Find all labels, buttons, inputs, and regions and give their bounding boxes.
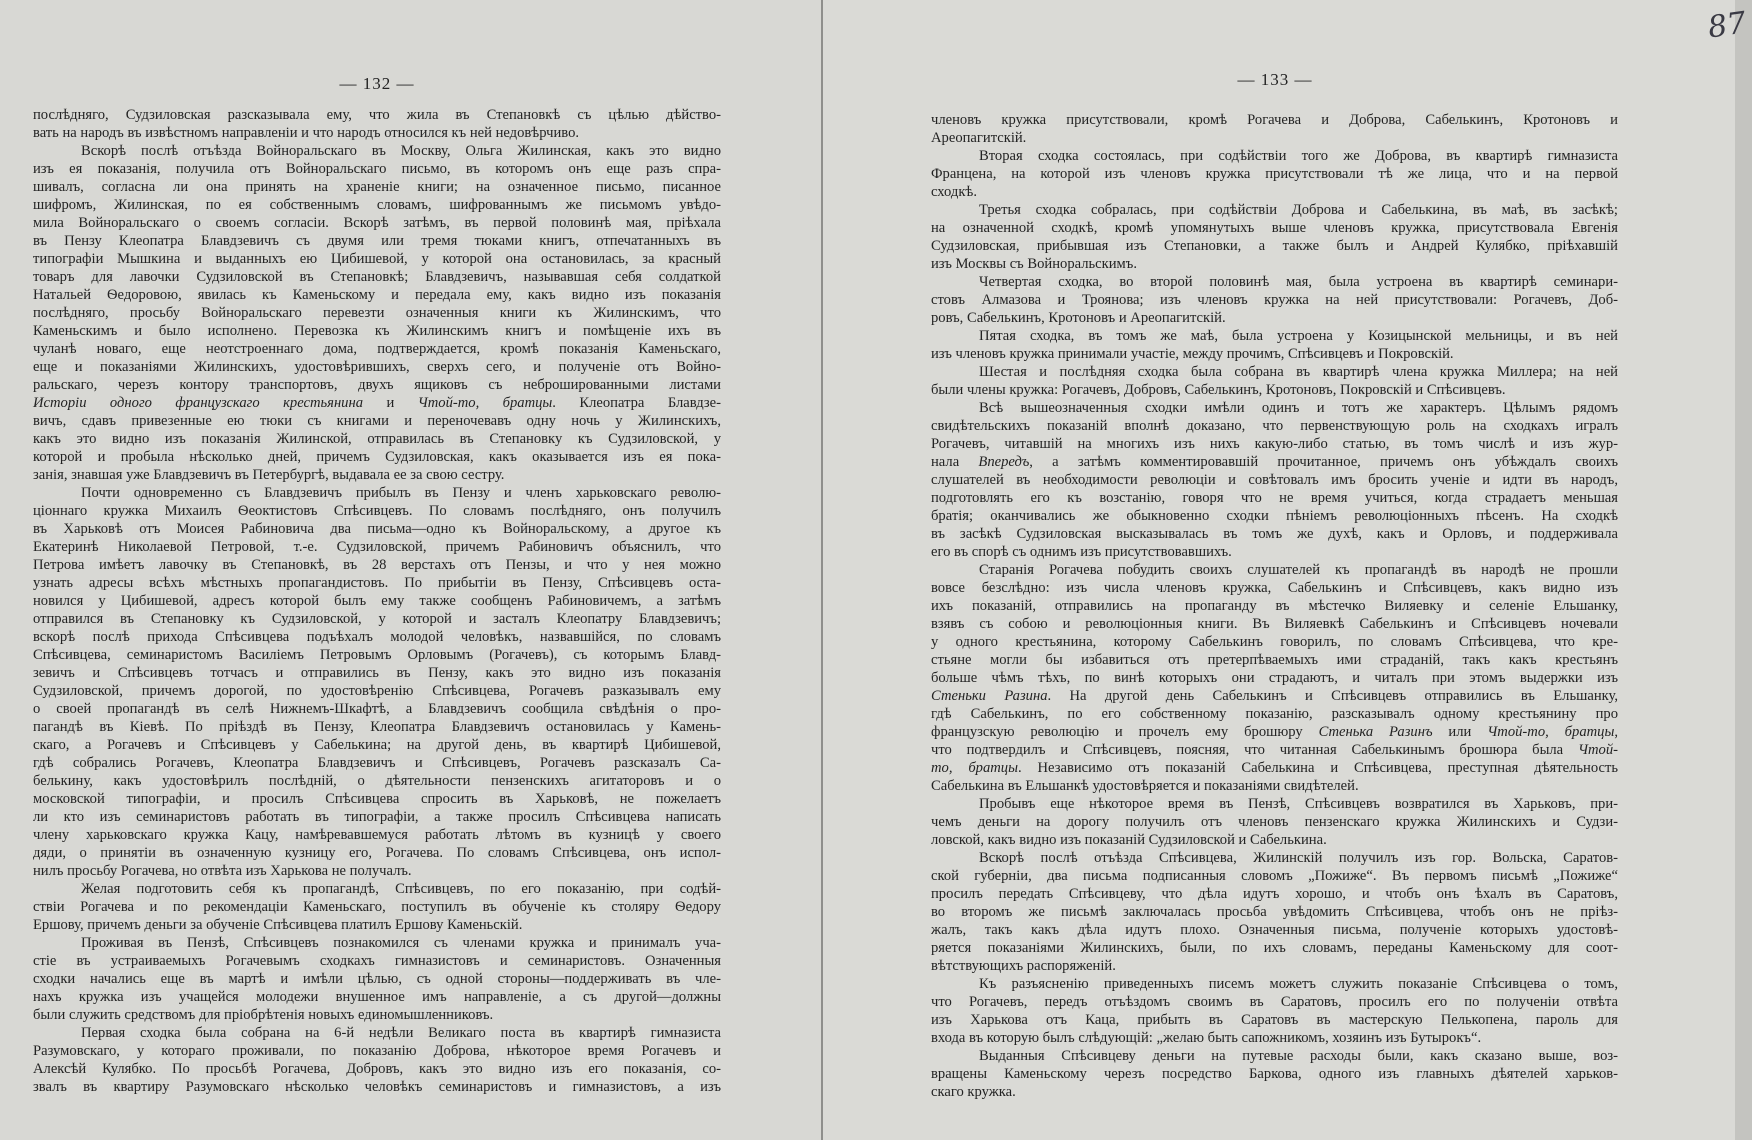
text-run: . Независимо отъ показаній Сабелькина и Спѣсивцева, преступная дѣятельность — [1018, 760, 1618, 776]
text-line: Почти одновременно съ Блавдзевичъ прибылъ въ Пензу и членъ харьковскаго револю- — [81, 485, 721, 501]
text-line: ціоннаго кружка Михаилъ Ѳеоктистовъ Спѣсивцевъ. По словамъ послѣдняго, онъ получилъ — [33, 503, 721, 519]
text-line: Францена, на которой изъ членовъ кружка присутствовали тѣ же лица, что и на первой — [931, 166, 1618, 182]
text-line: Пробывъ еще нѣкоторое время въ Пензѣ, Спѣсивцевъ возвратился въ Харьковъ, при- — [979, 796, 1618, 812]
text-run: , а затѣмъ комментировавшій прочитанное, причемъ онъ убѣждалъ своихъ — [1029, 454, 1618, 470]
text-line — [931, 723, 1618, 741]
text-line: Судзиловской, причемъ дорогой, по удостовѣренію Спѣсивцева, Рогачевъ разказывалъ ему — [33, 683, 721, 699]
text-line: стіе въ устраиваемыхъ Рогачевымъ сходкахъ гимназистовъ и семинаристовъ. Означенныя — [33, 953, 721, 969]
text-line: дяди, о принятіи въ означенную кузницу его, Рогачева. По словамъ Спѣсивцева, онъ испол- — [33, 845, 721, 861]
italic-title: Чтой-то, братцы — [417, 395, 553, 411]
text-line: вскорѣ послѣ прихода Спѣсивцева подъѣхалъ молодой человѣкъ, назвавшійся, по словамъ — [33, 629, 721, 645]
text-line: братія; оканчивались же обыкновенно сходки пѣніемъ революціонныхъ пѣсенъ. На сходкѣ — [931, 508, 1618, 524]
text-line: какъ это видно изъ показанія Жилинской, отправилась въ Степановку къ Судзиловской, у — [33, 431, 721, 447]
text-line: входа въ которую былъ слѣдующій: „желаю быть сапожникомъ, хозяинъ изъ Бутырокъ“. — [931, 1030, 1482, 1046]
text-line: гдѣ Сабелькинъ, по его собственному показанію, разсказывалъ одному крестьянину про — [931, 706, 1618, 722]
text-line: Разумовскаго, у котораго проживали, по показанію Доброва, нѣкоторое время Рогачевъ и — [33, 1043, 721, 1059]
page-edge — [1735, 0, 1752, 1140]
text-line — [931, 453, 1618, 471]
text-line: жалъ, такъ какъ дѣла идутъ плохо. Означенныя письма, полученіе которыхъ удостовѣ- — [931, 922, 1618, 938]
text-line: звалъ въ квартиру Разумовскаго нѣсколько человѣкъ семинаристовъ и гимназистовъ, а изъ — [33, 1079, 721, 1095]
text-line: гдѣ собрались Рогачевъ, Клеопатра Блавдзевичъ и Спѣсивцевъ, Рогачевъ разсказалъ Са- — [33, 755, 721, 771]
text-line: сходки начались еще въ мартѣ и имѣли цѣлью, съ одной стороны—поддерживать въ чле- — [33, 971, 721, 987]
text-line: его въ спорѣ съ однимъ изъ присутствовавшихъ. — [931, 544, 1232, 560]
text-line: подготовлять его къ возстанію, говоря что не время учиться, когда страдаетъ меньшая — [931, 490, 1618, 506]
text-line: пагандѣ въ Кіевѣ. По пріѣздѣ въ Пензу, Клеопатра Блавдзевичъ остановилась у Камень- — [33, 719, 721, 735]
text-line: ствіи Рогачева и по рекомендаціи Каменьскаго, поступилъ въ обученіе къ столяру Ѳедору — [33, 899, 721, 915]
text-line: новился у Цибишевой, адресъ которой былъ ему также сообщенъ Рабиновичемъ, а затѣмъ — [33, 593, 721, 609]
text-line: изъ Харькова отъ Каца, прибыть въ Саратовъ въ мастерскую Пелькопена, пароль для — [931, 1012, 1618, 1028]
text-run: и — [363, 395, 418, 411]
text-line: Къ разъясненію приведенныхъ писемъ можетъ служить показаніе Спѣсивцева о томъ, — [979, 976, 1618, 992]
text-line: занія, знавшая уже Блавдзевичъ въ Петербургѣ, выдавала ее за свою сестру. — [33, 467, 505, 483]
text-run: . Клеопатра Блавдзе- — [552, 395, 721, 411]
italic-title: Чтой- — [1577, 742, 1618, 758]
text-line: были члены кружка: Рогачевъ, Добровъ, Сабелькинъ, Кротоновъ, Покровскій и Спѣсивцевъ. — [931, 382, 1506, 398]
text-line: Сабелькина въ Ельшанкѣ удостовѣряется и показаніями свидѣтелей. — [931, 778, 1359, 794]
italic-title: Стеньки Разина — [931, 688, 1048, 704]
text-line: ли кто изъ семинаристовъ работать въ типографіи, а также просилъ Спѣсивцева написать — [33, 809, 721, 825]
text-line: белькину, какъ удостовѣрилъ послѣдній, о дѣятельности пензенскихъ агитаторовъ и о — [33, 773, 721, 789]
italic-title: Стенька Разинъ — [1318, 724, 1433, 740]
text-line: товаръ для лавочки Судзиловской въ Степановкѣ; Блавдзевичъ, называвшая себя солдаткой — [33, 269, 721, 285]
text-line: узнать адресы всѣхъ мѣстныхъ пропагандистовъ. По прибытіи въ Пензу, Спѣсивцевъ оста- — [33, 575, 721, 591]
text-line: Вторая сходка состоялась, при содѣйствіи того же Доброва, въ квартирѣ гимназиста — [979, 148, 1618, 164]
text-line: ихъ показаній, отправились на пропаганду въ мѣстечко Виляевку и селеніе Ельшанку, — [931, 598, 1618, 614]
text-line: вѣтствующихъ распоряженій. — [931, 958, 1116, 974]
text-line: Пятая сходка, въ томъ же маѣ, была устроена у Козицынской мельницы, и въ ней — [979, 328, 1618, 344]
text-line: члену харьковскаго кружка Кацу, намѣревавшемуся работать лѣтомъ въ кузницѣ у своего — [33, 827, 721, 843]
italic-title: то, братцы — [931, 760, 1018, 776]
handwritten-mark: 87 — [1705, 5, 1749, 46]
text-line: слушателей въ необходимости революціи и совѣтовалъ имъ бросить ученіе и идти въ народъ, — [931, 472, 1618, 488]
text-line: чемъ деньги на дорогу получилъ отъ членовъ пензенскаго кружка Жилинскихъ и Судзи- — [931, 814, 1618, 830]
text-line: въ засѣкѣ Судзиловская высказывалась въ томъ же духѣ, какъ и Орловъ, и поддерживала — [931, 526, 1618, 542]
text-line: Екатеринѣ Николаевой Петровой, т.-е. Судзиловской, причемъ Рабиновичъ объяснилъ, что — [33, 539, 721, 555]
text-line: вать на народъ въ извѣстномъ направленіи и что народъ относился къ ней недовѣрчиво. — [33, 125, 580, 141]
text-run: французскую революцію и прочелъ ему брошюру — [931, 724, 1319, 740]
text-line: которой и пробыла нѣсколько дней, причемъ Судзиловская, какъ оказывается изъ ея пока- — [33, 449, 721, 465]
text-line: свидѣтельскихъ показаній вполнѣ доказано, что первенствующую роль на сходкахъ игралъ — [931, 418, 1618, 434]
text-line: зевичъ и Спѣсивцевъ тотчасъ и отправились въ Пензу, какъ это видно изъ показанія — [33, 665, 721, 681]
page-number-left: — 132 — — [339, 74, 415, 93]
text-line: просилъ передать Спѣсивцеву, что дѣла идутъ хорошо, и чтобъ онъ ѣхалъ въ Саратовъ, — [931, 886, 1618, 902]
left-page-text — [33, 106, 721, 1096]
text-line: нилъ просьбу Рогачева, но отвѣта изъ Харькова не получалъ. — [33, 863, 412, 879]
right-page-text — [931, 111, 1618, 1101]
text-line: что Рогачевъ, передъ отъѣздомъ своимъ въ Саратовъ, просилъ его по полученіи отвѣта — [931, 994, 1618, 1010]
text-line: Ареопагитскій. — [931, 130, 1027, 146]
text-run: что подтвердилъ и Спѣсивцевъ, поясняя, что читанная Сабелькинымъ брошюра была — [931, 742, 1578, 758]
text-line: у одного крестьянина, которому Сабелькинъ говорилъ, по словамъ Спѣсивцева, что кре- — [931, 634, 1618, 650]
text-line: на означенной сходкѣ, кромѣ упомянутыхъ выше членовъ кружка, присутствовала Евгенія — [931, 220, 1618, 236]
page-number-right: — 133 — — [1237, 70, 1313, 89]
text-line: мила Войноральскаго о своемъ согласіи. Вскорѣ затѣмъ, въ первой половинѣ мая, пріѣхала — [33, 215, 721, 231]
text-line: послѣдняго, Судзиловская разсказывала ему, что жила въ Степановкѣ съ цѣлью дѣйство- — [33, 107, 721, 123]
text-line — [931, 687, 1618, 705]
text-line: членовъ кружка присутствовали, кромѣ Рогачева и Доброва, Сабелькинъ, Кротоновъ и — [931, 112, 1618, 128]
text-line: стовъ Алмазова и Троянова; изъ членовъ кружка на ней присутствовали: Рогачевъ, Доб- — [931, 292, 1618, 308]
text-run: . На другой день Сабелькинъ и Спѣсивцевъ отправились въ Ельшанку, — [1047, 688, 1618, 704]
text-line: Вскорѣ послѣ отъѣзда Спѣсивцева, Жилинскій получилъ изъ гор. Вольска, Саратов- — [979, 850, 1618, 866]
text-line: ской губерніи, два письма подписанныя словомъ „Пожиже“. Въ первомъ письмѣ „Пожиже“ — [931, 868, 1618, 884]
text-line: Четвертая сходка, во второй половинѣ мая, была устроена въ квартирѣ семинари- — [979, 274, 1618, 290]
text-line: ряется показаніями Жилинскихъ, были, по ихъ словамъ, переданы Каменьскому для соот- — [931, 940, 1618, 956]
text-line: отправился въ Степановку къ Судзиловской, у которой и засталъ Клеопатру Блавдзевичъ; — [33, 611, 721, 627]
text-line: въ Пензу Клеопатра Блавдзевичъ съ двумя или тремя тюками книгъ, отпечатанныхъ въ — [33, 233, 721, 249]
text-line: Выданныя Спѣсивцеву деньги на путевые расходы были, какъ сказано выше, воз- — [979, 1048, 1618, 1064]
text-line: ральскаго, черезъ контору транспортовъ, двухъ ящиковъ съ неброшированными листами — [33, 377, 721, 393]
text-line: Петрова имѣетъ лавочку въ Степановкѣ, въ 28 верстахъ отъ Пензы, и что у нея можно — [33, 557, 721, 573]
text-line: шивалъ, согласна ли она принять на храненіе книги; на означенное письмо, писанное — [33, 179, 721, 195]
text-line: вовсе безслѣдно: изъ числа членовъ кружка, Сабелькинъ и Спѣсивцевъ, какъ видно изъ — [931, 580, 1618, 596]
text-line: ловской, какъ видно изъ показаній Судзиловской и Сабелькина. — [931, 832, 1327, 848]
text-line: Ершову, причемъ деньги за обученіе Спѣсивцева платилъ Ершову Каменьскій. — [33, 917, 523, 933]
text-line: скаго, а Рогачевъ и Спѣсивцевъ у Сабелькина; на другой день, въ квартирѣ Цибишевой, — [33, 737, 721, 753]
text-line: Шестая и послѣдняя сходка была собрана въ квартирѣ члена кружка Миллера; на ней — [979, 364, 1618, 380]
text-line: изъ Москвы съ Войноральскимъ. — [931, 256, 1137, 272]
text-line: Спѣсивцева, семинаристомъ Василіемъ Петровымъ Орловымъ (Рогачевъ), съ которымъ Блавд- — [33, 647, 721, 663]
text-line: о своей пропагандѣ въ селѣ Нижнемъ-Шкафтѣ, а Блавдзевичъ сообщила свѣдѣнія о про- — [33, 701, 721, 717]
italic-title: Исторіи одного французскаго крестьянина — [33, 395, 364, 411]
text-line — [931, 741, 1618, 759]
italic-title: Впередъ — [978, 454, 1030, 470]
text-line: Судзиловская, прибывшая изъ Степановки, а также былъ и Андрей Кулябко, пріѣхавшій — [931, 238, 1618, 254]
text-line: типографіи Мышкина и выданныхъ ею Цибишевой, у которой она остановилась, за красный — [33, 251, 721, 267]
text-line: Натальей Ѳедоровою, явилась къ Каменьскому и передала ему, какъ видно изъ показанія — [33, 287, 721, 303]
text-line: больше чѣмъ тѣхъ, по винѣ которыхъ они страдаютъ, и читалъ при этомъ выдержки изъ — [931, 670, 1618, 686]
text-line: вичъ, сдавъ привезенные ею тюки съ книгами и переночевавъ одну ночь у Жилинскихъ, — [33, 413, 721, 429]
text-line: вращены Каменьскому черезъ посредство Баркова, одного изъ главныхъ дѣятелей харьков- — [931, 1066, 1618, 1082]
text-line: Алексѣй Кулябко. По просьбѣ Рогачева, Добровъ, какъ это видно изъ его показанія, со- — [33, 1061, 721, 1077]
text-line: Третья сходка собралась, при содѣйствіи Доброва и Сабелькина, въ маѣ, въ засѣкѣ; — [979, 202, 1618, 218]
text-line: стьяне могли бы избавиться отъ претерпѣваемыхъ ими страданій, такъ какъ крестьянъ — [931, 652, 1618, 668]
text-run: нала — [931, 454, 979, 470]
text-line: Первая сходка была собрана на 6-й недѣли Великаго поста въ квартирѣ гимназиста — [81, 1025, 721, 1041]
text-line: Вскорѣ послѣ отъѣзда Войноральскаго въ Москву, Ольга Жилинская, какъ это видно — [81, 143, 721, 159]
text-line — [33, 394, 721, 412]
text-line: ровъ, Сабелькинъ, Кротоновъ и Ареопагитскій. — [931, 310, 1226, 326]
text-line: послѣдняго, просьбу Войноральскаго перевезти означенныя книги къ Жилинскимъ, что — [33, 305, 721, 321]
text-line: Проживая въ Пензѣ, Спѣсивцевъ познакомился съ членами кружка и принималъ уча- — [81, 935, 721, 951]
text-run: , — [1614, 724, 1618, 740]
text-line: Всѣ вышеозначенныя сходки имѣли одинъ и тотъ же характеръ. Цѣлымъ рядомъ — [979, 400, 1618, 416]
text-line: во второмъ же письмѣ заключалась просьба увѣдомить Спѣсивцева, чтобъ онъ не пріѣз- — [931, 904, 1618, 920]
text-line: Старанія Рогачева побудить своихъ слушателей къ пропагандѣ въ народѣ не прошли — [979, 562, 1618, 578]
text-line: скаго кружка. — [931, 1084, 1016, 1100]
text-line: Рогачевъ, читавшій на многихъ изъ нихъ какую-либо статью, въ томъ числѣ и изъ жур- — [931, 436, 1618, 452]
text-line: взявъ съ собою и революціонныя книги. Въ Виляевкѣ Сабелькинъ и Спѣсивцевъ ночевали — [931, 616, 1618, 632]
text-line: изъ ея показанія, получила отъ Войноральскаго письмо, въ которомъ онъ еще разъ спра- — [33, 161, 721, 177]
italic-title: Чтой-то, братцы — [1487, 724, 1615, 740]
text-line: въ Харьковѣ отъ Моисея Рабиновича два письма—одно къ Войноральскому, а другое къ — [33, 521, 721, 537]
text-line: московской типографіи, и просилъ Спѣсивцева спросить въ Харьковѣ, не пожелаетъ — [33, 791, 721, 807]
text-line: сходкѣ. — [931, 184, 977, 200]
text-line: еще и показаніями Жилинскихъ, удостовѣрившихъ, сверхъ сего, и полученіе отъ Войно- — [33, 359, 721, 375]
text-line: были служить средствомъ для пріобрѣтенія новыхъ единомышленниковъ. — [33, 1007, 494, 1023]
text-line: изъ членовъ кружка принимали участіе, между прочимъ, Спѣсивцевъ и Покровскій. — [931, 346, 1454, 362]
text-line: чуланѣ новаго, еще неотстроеннаго дома, подтверждается, кромѣ показанія Каменьскаго, — [33, 341, 721, 357]
text-line — [931, 759, 1618, 777]
text-line: шифромъ, Жилинская, по ея собственнымъ словамъ, шифрованнымъ же письмомъ увѣдо- — [33, 197, 721, 213]
text-line: нахъ кружка изъ учащейся молодежи внушенное имъ направленіе, а съ другой—должны — [33, 989, 721, 1005]
text-line: Желая подготовить себя къ пропагандѣ, Спѣсивцевъ, по его показанію, при содѣй- — [81, 881, 721, 897]
text-line: Каменьскимъ и было исполнено. Перевозка къ Жилинскимъ книгъ и помѣщеніе ихъ въ — [33, 323, 721, 339]
text-run: или — [1432, 724, 1488, 740]
